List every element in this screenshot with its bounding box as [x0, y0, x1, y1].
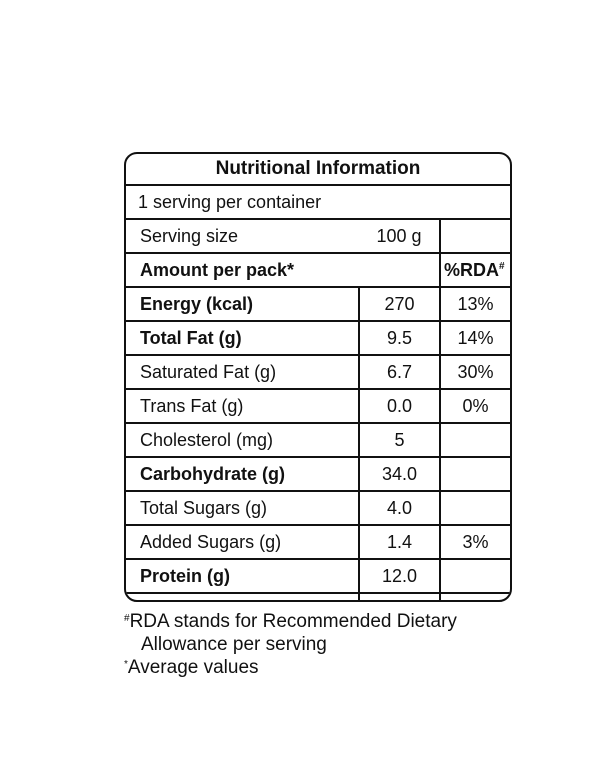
nutrient-rda [440, 491, 510, 525]
nutrient-name [126, 593, 359, 602]
nutrient-row [126, 389, 510, 423]
nutrient-rda [440, 559, 510, 593]
nutrient-value: 270 [359, 287, 440, 321]
nutrient-name: Total Sugars (g) [126, 491, 359, 525]
nutrient-rda: 13% [440, 287, 510, 321]
nutrient-value: 1.4 [359, 525, 440, 559]
nutrient-value: 12.0 [359, 559, 440, 593]
nutrient-row [126, 355, 510, 389]
nutrient-rda [440, 593, 510, 602]
header-row [126, 253, 510, 287]
nutrient-name: Protein (g) [126, 559, 359, 593]
nutrient-name: Energy (kcal) [126, 287, 359, 321]
rda-footnote-line2: Allowance per serving [141, 634, 327, 655]
rda-header [440, 253, 510, 287]
nutrient-value: 4.0 [359, 491, 440, 525]
nutrient-name: Added Sugars (g) [126, 525, 359, 559]
nutrient-rda: 0% [440, 389, 510, 423]
footnotes [124, 610, 584, 679]
nutrient-rda: 14% [440, 321, 510, 355]
nutrient-row [126, 593, 510, 602]
nutrient-name: Saturated Fat (g) [126, 355, 359, 389]
nutrient-value: 34.0 [359, 457, 440, 491]
label-title: Nutritional Information [126, 154, 510, 186]
nutrient-row [126, 491, 510, 525]
nutrient-row [126, 457, 510, 491]
amount-header-empty [359, 253, 440, 287]
servings-per-container: 1 serving per container [126, 186, 510, 220]
amount-header-marker: * [287, 260, 295, 280]
nutrition-label [124, 152, 512, 602]
nutrient-row [126, 423, 510, 457]
serving-size-value: 100 g [376, 226, 422, 246]
nutrient-rda [440, 457, 510, 491]
rda-header-marker: # [499, 261, 505, 272]
nutrient-rda: 3% [440, 525, 510, 559]
nutrient-value: 9.5 [359, 321, 440, 355]
amount-header-text: Amount per pack [140, 260, 288, 280]
amount-per-pack-header [126, 253, 359, 287]
rda-footnote-line1: RDA stands for Recommended Dietary [129, 611, 457, 632]
nutrient-name: Cholesterol (mg) [126, 423, 359, 457]
nutrient-value: 0.0 [359, 389, 440, 423]
nutrient-name: Carbohydrate (g) [126, 457, 359, 491]
average-footnote [124, 656, 584, 679]
nutrient-value: 6.7 [359, 355, 440, 389]
nutrient-row [126, 559, 510, 593]
nutrient-value [359, 593, 440, 602]
nutrient-rda [440, 423, 510, 457]
nutrient-rda: 30% [440, 355, 510, 389]
rda-header-text: %RDA [444, 260, 500, 280]
serving-size-rda-empty [440, 220, 510, 253]
average-footnote-marker: * [124, 659, 128, 670]
nutrient-value: 5 [359, 423, 440, 457]
nutrient-row [126, 321, 510, 355]
serving-size-row [126, 220, 510, 253]
nutrient-name: Trans Fat (g) [126, 389, 359, 423]
rda-footnote-marker: # [124, 613, 130, 624]
nutrient-row [126, 287, 510, 321]
nutrition-table [126, 220, 510, 602]
serving-size-label: Serving size [140, 226, 239, 246]
rda-footnote [124, 610, 584, 633]
nutrient-name: Total Fat (g) [126, 321, 359, 355]
average-footnote-text: Average values [127, 657, 259, 678]
nutrient-row [126, 525, 510, 559]
